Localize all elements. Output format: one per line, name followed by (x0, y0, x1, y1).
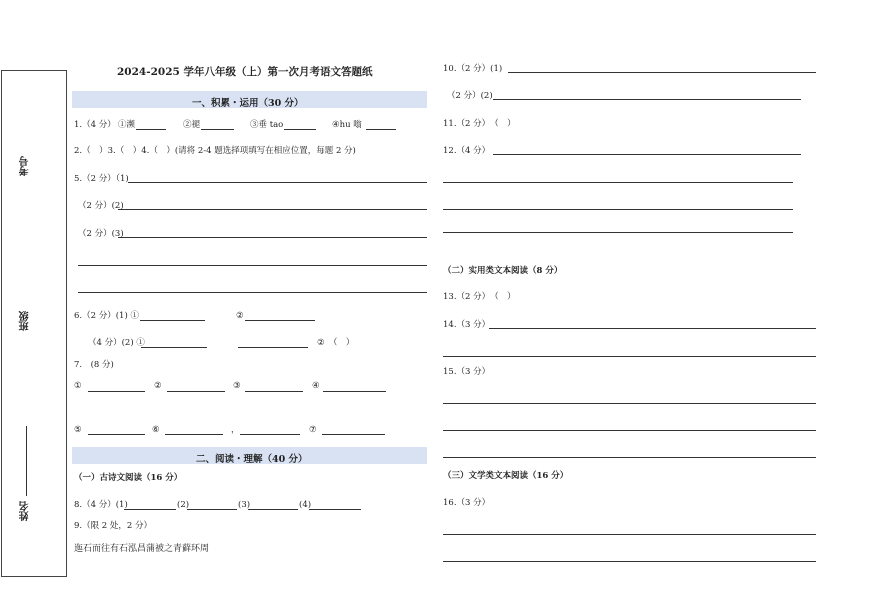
q1-item-1: ①濒 (118, 120, 136, 130)
q7-item-4: ④ (312, 381, 320, 391)
q5-line-3[interactable] (118, 237, 427, 238)
q6-blank-1[interactable] (140, 320, 205, 321)
q1-item-2: ②褪 (183, 120, 201, 130)
q5-line-2[interactable] (118, 209, 427, 210)
q9-label: 9.（限 2 处，2 分） (74, 521, 153, 531)
section-2a-title: （一）古诗文阅读（16 分） (74, 473, 183, 483)
section-2-header (72, 447, 427, 464)
q6-label: 6.（2 分）(1) ① (74, 311, 139, 321)
q16-line-1[interactable] (443, 534, 816, 535)
q1-item-3: ③垂 tao (250, 120, 284, 130)
q5-3-label: （2 分）(3) (78, 229, 124, 239)
q11-label: 11.（2 分） （ ） (443, 119, 516, 129)
q7-blank-5[interactable] (88, 434, 145, 435)
q7-item-1: ① (74, 381, 82, 391)
q1-blank-2[interactable] (201, 129, 234, 130)
q16-line-2[interactable] (443, 561, 816, 562)
q2-4-label: 2.（ ）3.（ ）4.（ ）(请将 2-4 题选择项填写在相应位置，每题 2 分) (74, 146, 356, 156)
q1-blank-4[interactable] (366, 129, 396, 130)
q7-blank-7[interactable] (322, 434, 385, 435)
q12-line-1[interactable] (493, 154, 801, 155)
section-2c-title: （三）文学类文本阅读（16 分） (443, 471, 569, 481)
q10-line-2[interactable] (493, 99, 801, 100)
q7-blank-6[interactable] (165, 434, 223, 435)
q15-line-2[interactable] (443, 430, 816, 431)
q8-blank-4[interactable] (309, 509, 361, 510)
section-2b-title: （二）实用类文本阅读（8 分） (443, 266, 563, 276)
q7-label: 7. (8 分) (74, 360, 114, 370)
q6-2-blank-1[interactable] (141, 347, 207, 348)
q1-blank-1[interactable] (136, 129, 166, 130)
q14-line-2[interactable] (443, 356, 816, 357)
section-2-title: 二、阅读・理解（40 分） (196, 454, 308, 465)
q1-blank-3[interactable] (284, 129, 316, 130)
q12-label: 12.（4 分） (443, 146, 491, 156)
q7-item-6: ⑥ (152, 425, 160, 435)
q5-2-label: （2 分）(2) (78, 201, 124, 211)
q7-item-2: ② (154, 381, 162, 391)
q5-line-4[interactable] (78, 265, 427, 266)
q7-item-5: ⑤ (74, 425, 82, 435)
q7-item-3: ③ (233, 381, 241, 391)
q8-item-3: (3) (238, 500, 251, 510)
q8-blank-2[interactable] (187, 509, 237, 510)
q6-2-choice: ② （ ） (317, 338, 355, 348)
q7-blank-3[interactable] (245, 391, 303, 392)
q6-blank-2[interactable] (245, 320, 315, 321)
q8-blank-1[interactable] (124, 509, 176, 510)
q14-line-1[interactable] (489, 328, 816, 329)
q15-line-3[interactable] (443, 457, 816, 458)
q15-label: 15.（3 分） (443, 367, 491, 377)
q8-item-4: (4) (299, 500, 312, 510)
q7-comma: ， (231, 425, 240, 435)
q10-line-1[interactable] (508, 72, 816, 73)
q8-item-2: (2) (177, 500, 190, 510)
q5-label: 5.（2 分）（1) (74, 174, 129, 184)
q8-label: 8.（4 分）(1) (74, 500, 128, 510)
q12-line-3[interactable] (443, 209, 793, 210)
q12-line-2[interactable] (443, 182, 793, 183)
q7-item-7: ⑦ (309, 425, 317, 435)
q1-item-4: ④hu 嗡 (332, 120, 362, 130)
page-title: 2024-2025 学年八年级（上）第一次月考语文答题纸 (117, 66, 373, 78)
q12-line-4[interactable] (443, 232, 793, 233)
q10-2-label: （2 分）(2) (447, 91, 493, 101)
student-info-box (1, 70, 67, 577)
q6-item-2: ② (236, 311, 244, 321)
q1-label: 1.（4 分） (74, 120, 116, 130)
q13-label: 13.（2 分） （ ） (443, 292, 516, 302)
name-line (26, 426, 27, 496)
class-label: 班级 (20, 311, 31, 331)
q5-line-5[interactable] (78, 292, 427, 293)
q15-line-1[interactable] (443, 403, 816, 404)
q7-blank-1[interactable] (88, 391, 145, 392)
q6-2-label: （4 分）(2) ① (88, 338, 145, 348)
section-1-title: 一、积累・运用（30 分） (192, 98, 304, 109)
section-1-header (72, 91, 427, 108)
q7-blank-2[interactable] (167, 391, 225, 392)
q6-2-blank-2[interactable] (238, 347, 308, 348)
q9-passage: 迤石而往有石泓昌蒲被之青藓环周 (74, 544, 210, 554)
q16-label: 16.（3 分） (443, 498, 491, 508)
q5-line-1[interactable] (128, 182, 427, 183)
q7-blank-6b[interactable] (240, 434, 300, 435)
q7-blank-4[interactable] (323, 391, 386, 392)
exam-number-label: 考号 (20, 156, 31, 176)
q8-blank-3[interactable] (248, 509, 298, 510)
name-label: 姓名 (20, 501, 31, 521)
q10-label: 10.（2 分）(1) (443, 64, 503, 74)
q14-label: 14.（3 分） (443, 320, 491, 330)
